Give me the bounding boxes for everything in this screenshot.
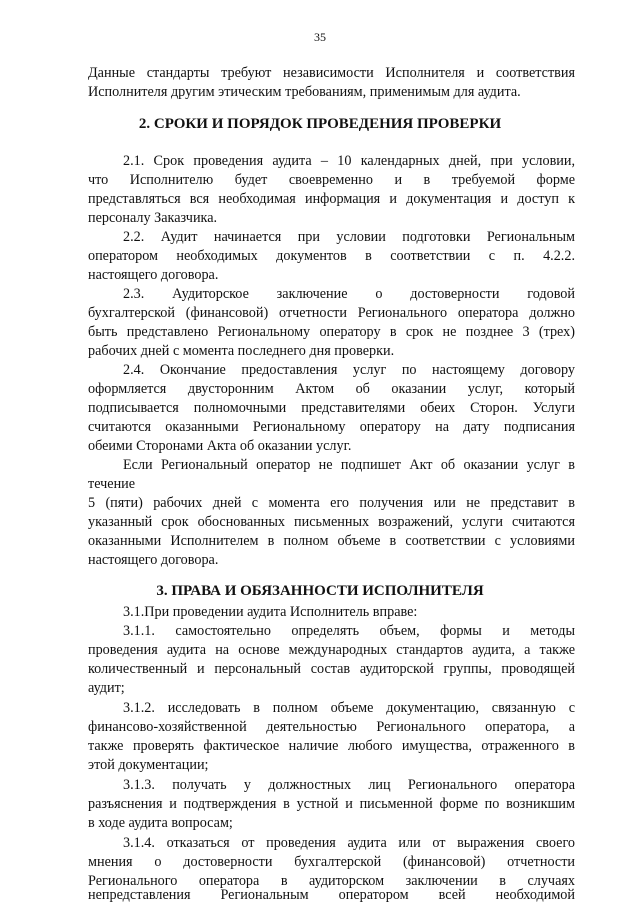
text-line: оформляется двусторонним Актом об оказании услуг, который xyxy=(88,381,575,397)
text-line: бухгалтерской (финансовой) отчетности Регионального оператора должно xyxy=(88,305,575,321)
text-line: финансово-хозяйственной деятельностью Регионального оператора, а xyxy=(88,719,575,735)
text-line: Регионального оператора в аудиторском заключении в случаях xyxy=(88,873,575,889)
text-line: 3.1.1. самостоятельно определять объем, формы и методы xyxy=(123,623,575,639)
text-line: 3.1.При проведении аудита Исполнитель вправе: xyxy=(123,604,418,620)
text-line: 3.1.4. отказаться от проведения аудита или от выражения своего xyxy=(123,835,575,851)
text-line: течение xyxy=(88,476,136,492)
text-line: в ходе аудита вопросам; xyxy=(88,815,233,831)
text-line: настоящего договора. xyxy=(88,552,219,568)
text-line: 3.1.2. исследовать в полном объеме документацию, связанную с xyxy=(123,700,575,716)
section-heading: 3. ПРАВА И ОБЯЗАННОСТИ ИСПОЛНИТЕЛЯ xyxy=(156,583,484,599)
text-line: 2.1. Срок проведения аудита – 10 календарных дней, при условии, xyxy=(123,153,575,169)
text-line: Если Региональный оператор не подпишет Акт об оказании услуг в xyxy=(123,457,575,473)
text-line: также проверять фактическое наличие любого имущества, отраженного в xyxy=(88,738,575,754)
text-line: указанный срок обоснованных письменных возражений, услуги считаются xyxy=(88,514,575,530)
text-line: обеими Сторонами Акта об оказании услуг. xyxy=(88,438,352,454)
text-line: разъяснения и подтверждения в устной и письменной форме по возникшим xyxy=(88,796,575,812)
text-line: 2.4. Окончание предоставления услуг по настоящему договору xyxy=(123,362,575,378)
text-line: мнения о достоверности бухгалтерской (финансовой) отчетности xyxy=(88,854,575,870)
text-line: 3.1.3. получать у должностных лиц Регионального оператора xyxy=(123,777,575,793)
text-line: оператором необходимых документов в соответствии с п. 4.2.2. xyxy=(88,248,575,264)
section-heading: 2. СРОКИ И ПОРЯДОК ПРОВЕДЕНИЯ ПРОВЕРКИ xyxy=(138,116,502,132)
text-line: настоящего договора. xyxy=(88,267,219,283)
page-number: 35 xyxy=(314,30,326,44)
text-line: что Исполнителю будет своевременно и в требуемой форме xyxy=(88,172,575,188)
text-line: представляться вся необходимая информация и документация и доступ к xyxy=(88,191,575,207)
text-line: быть представлено Региональному оператору в срок не позднее 3 (трех) xyxy=(88,324,575,340)
text-line: рабочих дней с момента последнего дня проверки. xyxy=(88,343,395,359)
text-line: персоналу Заказчика. xyxy=(88,210,218,226)
text-line: непредставления Региональным оператором всей необходимой xyxy=(88,887,575,903)
text-line: Данные стандарты требуют независимости Исполнителя и соответствия xyxy=(88,65,575,81)
text-line: аудит; xyxy=(88,680,125,696)
text-line: этой документации; xyxy=(88,757,209,773)
text-line: подписывается полномочными представителями обеих Сторон. Услуги xyxy=(88,400,575,416)
text-line: считаются оказанными Региональному оператору на дату подписания xyxy=(88,419,575,435)
text-line: 2.2. Аудит начинается при условии подготовки Региональным xyxy=(123,229,575,245)
text-line: 5 (пяти) рабочих дней с момента его получения или не представит в xyxy=(88,495,575,511)
text-line: оказанными Исполнителем в полном объеме в соответствии с условиями xyxy=(88,533,575,549)
text-line: количественный и персональный состав аудиторской группы, проводящей xyxy=(88,661,575,677)
text-line: проведения аудита на основе международных стандартов аудита, а также xyxy=(88,642,575,658)
text-line: Исполнителя другим этическим требованиям, применимым для аудита. xyxy=(88,84,521,100)
text-line: 2.3. Аудиторское заключение о достоверности годовой xyxy=(123,286,575,302)
